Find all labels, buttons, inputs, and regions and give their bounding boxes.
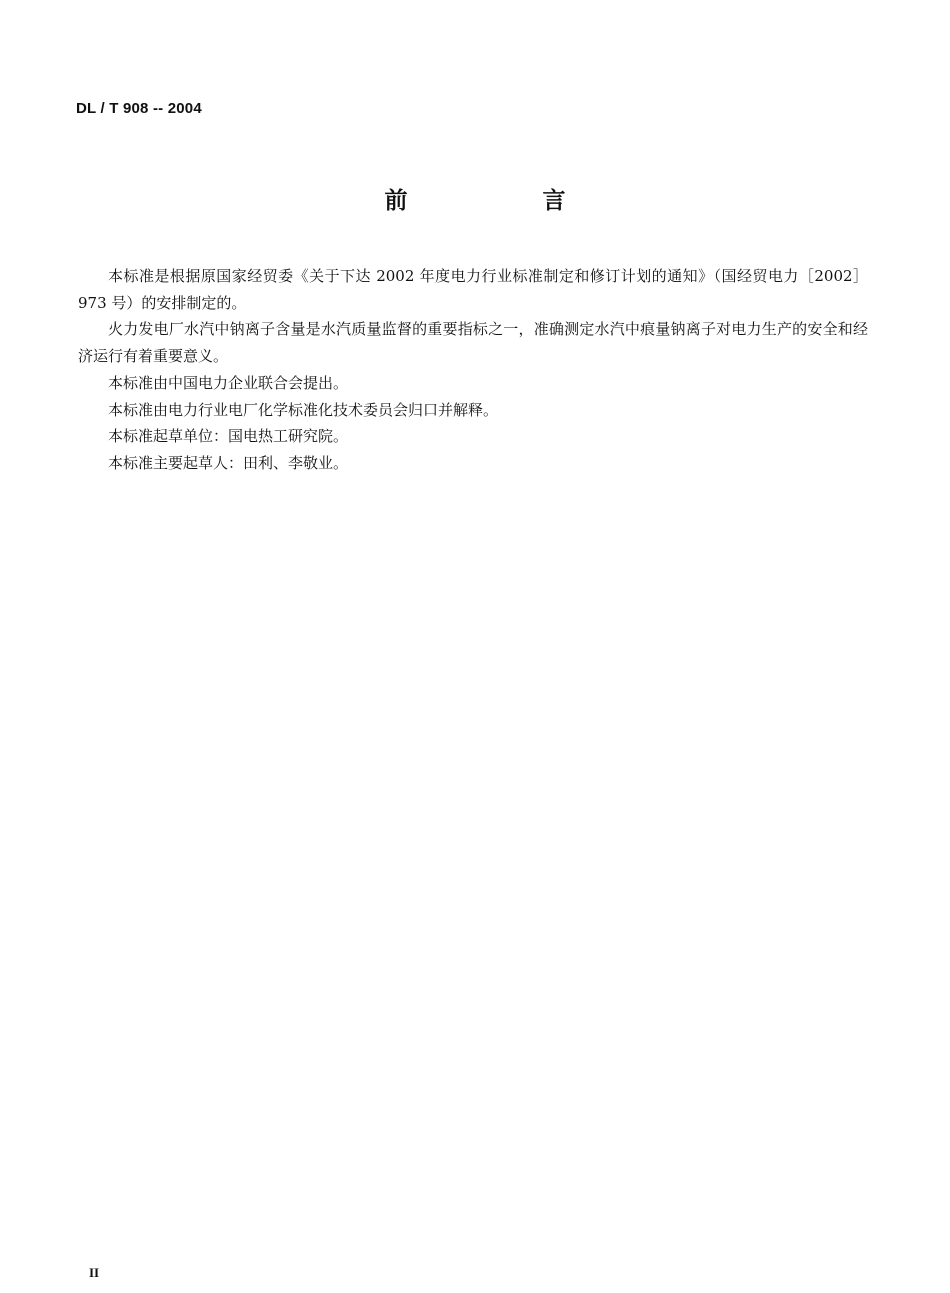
page-number: II [89,1265,100,1280]
paragraph-proposer: 本标准由中国电力企业联合会提出。 [108,373,349,392]
paragraph-drafters: 本标准主要起草人：田利、李敬业。 [108,453,349,472]
foreword-body [78,263,868,477]
paragraph-committee: 本标准由电力行业电厂化学标准化技术委员会归口并解释。 [108,400,499,419]
paragraph-basis: 本标准是根据原国家经贸委《关于下达 2002 年度电力行业标准制定和修订计划的通知》（国经贸电力［2002］973 号）的安排制定的。 [78,267,868,312]
paragraph-drafting-unit: 本标准起草单位：国电热工研究院。 [108,427,349,446]
page-title: 前 言 [384,188,622,214]
standard-code: DL / T 908 -- 2004 [76,100,202,117]
paragraph-importance: 火力发电厂水汽中钠离子含量是水汽质量监督的重要指标之一，准确测定水汽中痕量钠离子对电力生产的安全和经济运行有着重要意义。 [78,320,868,366]
